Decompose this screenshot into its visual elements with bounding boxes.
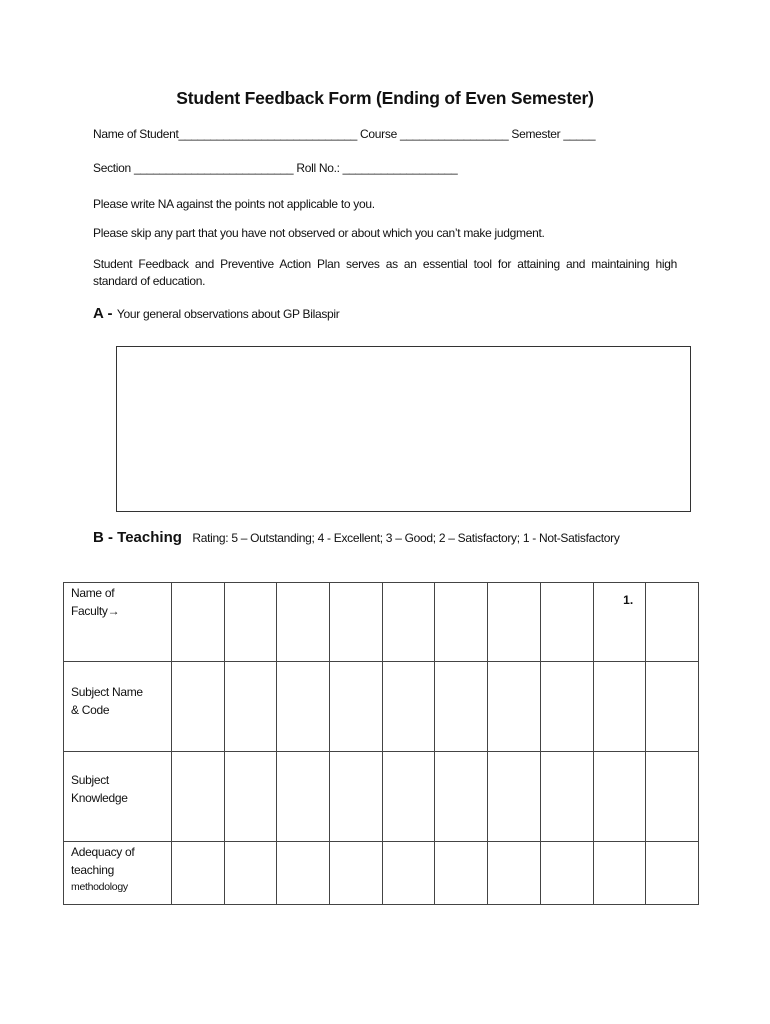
table-cell[interactable] (172, 583, 225, 662)
section-a-heading (93, 305, 340, 323)
teaching-feedback-table (63, 582, 699, 905)
table-cell[interactable] (330, 842, 383, 905)
table-cell[interactable] (540, 662, 593, 752)
table-cell[interactable] (277, 842, 330, 905)
table-cell[interactable] (540, 752, 593, 842)
table-cell[interactable] (646, 662, 699, 752)
table-cell[interactable] (382, 752, 435, 842)
instruction-na: Please write NA against the points not applicable to you. (93, 197, 375, 211)
instruction-skip: Please skip any part that you have not observed or about which you can’t make judgment. (93, 226, 545, 240)
table-cell[interactable] (435, 752, 488, 842)
table-cell[interactable] (540, 842, 593, 905)
table-cell[interactable] (224, 752, 277, 842)
table-cell[interactable] (435, 662, 488, 752)
table-cell[interactable] (646, 583, 699, 662)
table-row (64, 583, 699, 662)
table-cell[interactable] (488, 842, 541, 905)
table-cell[interactable] (330, 583, 383, 662)
table-cell[interactable] (593, 662, 646, 752)
table-cell[interactable] (435, 842, 488, 905)
section-a-label: A - (93, 305, 113, 322)
table-cell[interactable] (172, 662, 225, 752)
table-cell[interactable] (224, 662, 277, 752)
table-cell[interactable] (488, 583, 541, 662)
table-cell[interactable] (488, 662, 541, 752)
section-b-heading (93, 529, 620, 547)
rating-scale: Rating: 5 – Outstanding; 4 - Excellent; 3 – Good; 2 – Satisfactory; 1 - Not-Satisfactory (192, 531, 620, 545)
student-info-line: Name of Student____________________________ Course _________________ Semester _____ (93, 127, 596, 141)
table-cell[interactable] (172, 842, 225, 905)
table-cell[interactable] (277, 662, 330, 752)
form-title: Student Feedback Form (Ending of Even Semester) (176, 88, 594, 108)
faculty-number: 1. (593, 583, 646, 662)
table-cell[interactable] (277, 752, 330, 842)
table-cell[interactable] (330, 662, 383, 752)
table-row (64, 662, 699, 752)
table-cell[interactable] (540, 583, 593, 662)
table-cell[interactable] (382, 662, 435, 752)
table-cell[interactable] (382, 842, 435, 905)
row-label: Name of Faculty→ (64, 583, 172, 662)
table-cell[interactable] (646, 842, 699, 905)
table-cell[interactable] (593, 752, 646, 842)
table-cell[interactable] (488, 752, 541, 842)
table-cell[interactable] (646, 752, 699, 842)
table-cell[interactable] (382, 583, 435, 662)
instruction-purpose: Student Feedback and Preventive Action Plan serves as an essential tool for attaining and maintaining high standard of education. (93, 257, 677, 288)
table-row (64, 752, 699, 842)
table-cell[interactable] (224, 583, 277, 662)
table-cell[interactable] (330, 752, 383, 842)
table-cell[interactable] (435, 583, 488, 662)
table-cell[interactable] (593, 842, 646, 905)
row-label: Subject Knowledge (64, 752, 172, 842)
section-roll-line: Section _________________________ Roll No.: __________________ (93, 161, 458, 175)
row-label: Subject Name & Code (64, 662, 172, 752)
table-cell[interactable] (277, 583, 330, 662)
observations-box[interactable] (116, 346, 691, 512)
section-b-label: B - Teaching (93, 529, 182, 546)
table-row (64, 842, 699, 905)
table-cell[interactable] (172, 752, 225, 842)
section-a-text: Your general observations about GP Bilaspir (116, 307, 340, 321)
table-cell[interactable] (224, 842, 277, 905)
row-label: Adequacy of teaching methodology (64, 842, 172, 905)
